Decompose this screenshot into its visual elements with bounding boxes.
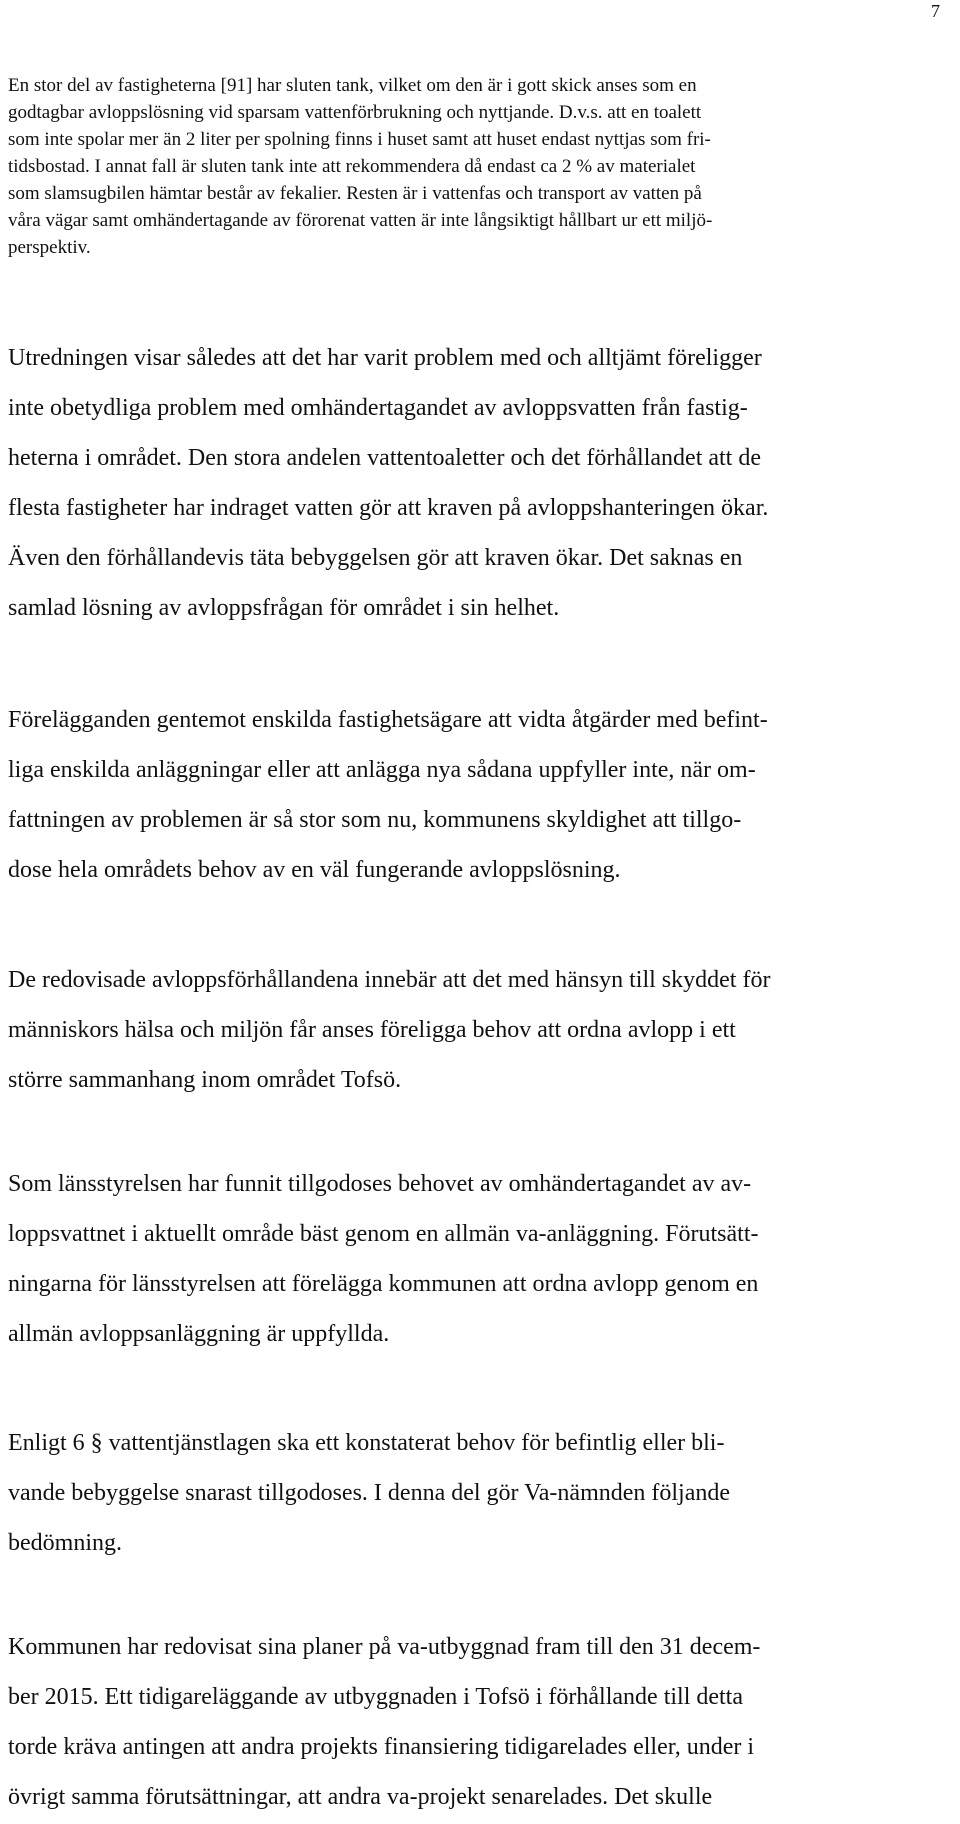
text-line: större sammanhang inom området Tofsö.: [8, 1067, 402, 1093]
paragraph-intro: [8, 72, 952, 261]
text-line: Som länsstyrelsen har funnit tillgodoses behovet av omhändertagandet av av-: [8, 1171, 752, 1197]
text-line: inte obetydliga problem med omhändertagandet av avloppsvatten från fastig-: [8, 395, 748, 421]
text-line: människors hälsa och miljön får anses föreligga behov att ordna avlopp i ett: [8, 1017, 736, 1043]
text-line: vande bebyggelse snarast tillgodoses. I denna del gör Va-nämnden följande: [8, 1480, 731, 1506]
text-line: ber 2015. Ett tidigareläggande av utbyggnaden i Tofsö i förhållande till detta: [8, 1684, 743, 1710]
text-line: fattningen av problemen är så stor som nu, kommunens skyldighet att tillgo-: [8, 807, 742, 833]
paragraph-forelagganden: [8, 695, 952, 895]
text-line: En stor del av fastigheterna [91] har sluten tank, vilket om den är i gott skick anses som en: [8, 75, 697, 96]
text-line: torde kräva antingen att andra projekts finansiering tidigarelades eller, under i: [8, 1734, 755, 1760]
paragraph-kommunen: [8, 1622, 952, 1822]
text-line: Även den förhållandevis täta bebyggelsen gör att kraven ökar. Det saknas en: [8, 545, 743, 571]
text-line: ningarna för länsstyrelsen att förelägga kommunen att ordna avlopp genom en: [8, 1271, 759, 1297]
text-line: övrigt samma förutsättningar, att andra va-projekt senarelades. Det skulle: [8, 1784, 713, 1810]
text-line: Utredningen visar således att det har varit problem med och alltjämt föreligger: [8, 345, 762, 371]
text-line: Kommunen har redovisat sina planer på va-utbyggnad fram till den 31 decem-: [8, 1634, 761, 1660]
paragraph-lansstyrelsen: [8, 1159, 952, 1359]
text-line: tidsbostad. I annat fall är sluten tank inte att rekommendera då endast ca 2 % av materialet: [8, 156, 696, 177]
text-line: allmän avloppsanläggning är uppfyllda.: [8, 1321, 390, 1347]
text-line: godtagbar avloppslösning vid sparsam vattenförbrukning och nyttjande. D.v.s. att en toalett: [8, 102, 702, 123]
text-line: som inte spolar mer än 2 liter per spolning finns i huset samt att huset endast nyttjas som fri-: [8, 129, 711, 150]
text-line: samlad lösning av avloppsfrågan för området i sin helhet.: [8, 595, 560, 621]
text-line: våra vägar samt omhändertagande av förorenat vatten är inte långsiktigt hållbart ur ett miljö-: [8, 210, 713, 231]
text-line: loppsvattnet i aktuellt område bäst genom en allmän va-anläggning. Förutsätt-: [8, 1221, 759, 1247]
text-line: bedömning.: [8, 1530, 122, 1556]
text-line: Förelägganden gentemot enskilda fastighetsägare att vidta åtgärder med befint-: [8, 707, 768, 733]
text-line: heterna i området. Den stora andelen vattentoaletter och det förhållandet att de: [8, 445, 761, 471]
paragraph-redovisade: [8, 955, 952, 1105]
text-line: perspektiv.: [8, 237, 91, 258]
text-line: De redovisade avloppsförhållandena innebär att det med hänsyn till skyddet för: [8, 967, 771, 993]
text-line: flesta fastigheter har indraget vatten gör att kraven på avloppshanteringen ökar.: [8, 495, 769, 521]
text-line: dose hela områdets behov av en väl fungerande avloppslösning.: [8, 857, 621, 883]
text-line: liga enskilda anläggningar eller att anlägga nya sådana uppfyller inte, när om-: [8, 757, 756, 783]
page-number: 7: [931, 1, 940, 21]
paragraph-enligt: [8, 1418, 952, 1568]
text-line: som slamsugbilen hämtar består av fekalier. Resten är i vattenfas och transport av vatten på: [8, 183, 702, 204]
text-line: Enligt 6 § vattentjänstlagen ska ett konstaterat behov för befintlig eller bli-: [8, 1430, 725, 1456]
paragraph-utredningen: [8, 333, 952, 633]
